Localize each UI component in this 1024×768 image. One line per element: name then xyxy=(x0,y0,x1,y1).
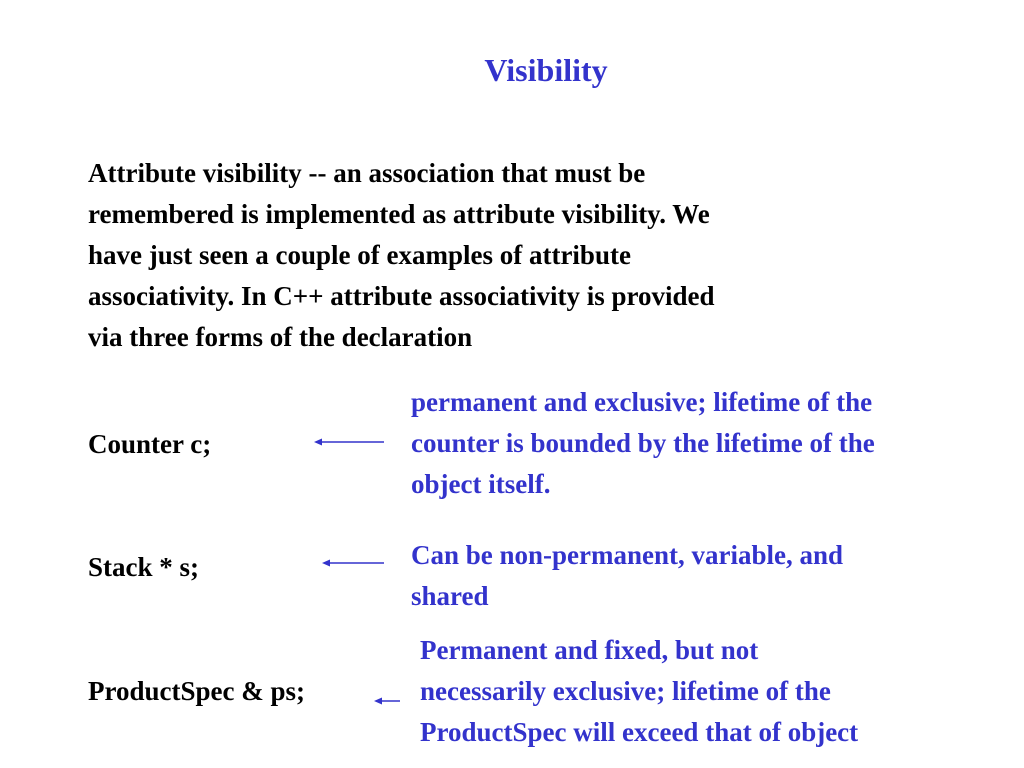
note-stack xyxy=(411,535,843,617)
arrow-left-icon xyxy=(374,693,402,709)
declaration-stack: Stack * s; xyxy=(88,552,200,582)
intro-paragraph xyxy=(88,153,928,358)
note-line: Can be non-permanent, variable, and xyxy=(411,540,844,570)
declaration-productspec: ProductSpec & ps; xyxy=(88,676,306,706)
intro-line: Attribute visibility -- an association that must be xyxy=(88,158,646,188)
note-productspec xyxy=(420,630,858,753)
note-line: shared xyxy=(411,581,489,611)
note-counter xyxy=(411,382,875,505)
note-line: necessarily exclusive; lifetime of the xyxy=(420,676,831,706)
intro-line: have just seen a couple of examples of attribute xyxy=(88,240,631,270)
note-line: object itself. xyxy=(411,469,551,499)
intro-line: associativity. In C++ attribute associativity is provided xyxy=(88,281,715,311)
arrow-left-icon xyxy=(322,555,386,571)
arrow-left-icon xyxy=(314,434,386,450)
intro-line: via three forms of the declaration xyxy=(88,322,473,352)
note-line: Permanent and fixed, but not xyxy=(420,635,759,665)
note-line: permanent and exclusive; lifetime of the xyxy=(411,387,873,417)
note-line: ProductSpec will exceed that of object xyxy=(420,717,859,747)
declaration-counter: Counter c; xyxy=(88,429,212,459)
note-line: counter is bounded by the lifetime of the xyxy=(411,428,875,458)
intro-line: remembered is implemented as attribute visibility. We xyxy=(88,199,710,229)
slide-title: Visibility xyxy=(484,52,608,88)
